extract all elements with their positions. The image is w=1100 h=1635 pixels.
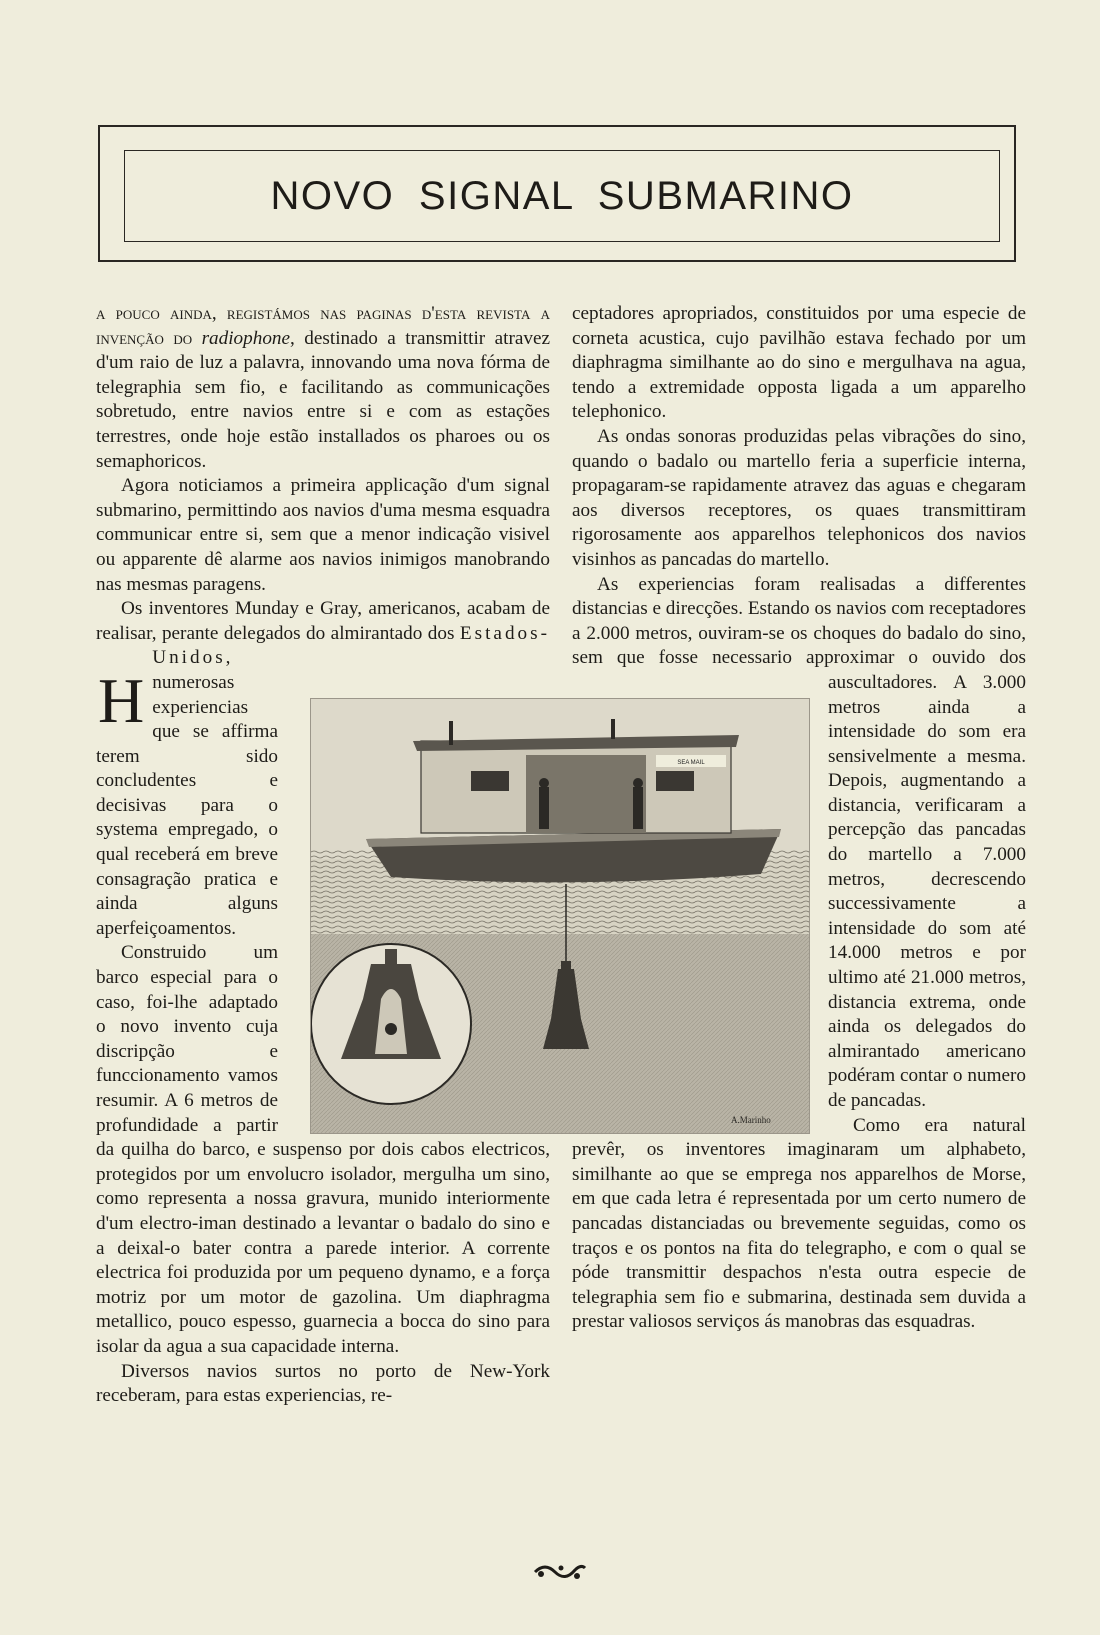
drop-cap: H [98, 665, 145, 736]
engraver-signature: A.Marinho [731, 1115, 771, 1125]
paragraph-4: Construido um barco especial para o caso, foi-lhe adaptado o novo invento cuja discripção e funccionamento vamos resumir. A 6 metros de profundidade a partir da quilha do barco, e suspenso por dois cabos electricos, protegidos por um envolucro isolador, mergulha um sino, como representa a nossa gravura, munido interiormente d'um electro-iman destinado a levantar o badalo do sino e a deixal-o bater contra a parede interior. A corrente electrica foi produzida por um pequeno dynamo, e a força motriz por um motor de gazolina. Um diaphragma metallico, pouco espesso, guarnecia a bocca do sino para isolar da agua a sua capacidade interna. [96, 942, 550, 1357]
paragraph-6: As ondas sonoras produzidas pelas vibrações do sino, quando o badalo ou martello feria a superficie interna, propagaram-se rapidamente atravez das aguas e chegaram aos diversos receptores, os quaes transmittiram rigorosamente aos apparelhos telephonicos dos navios visinhos as pancadas do martello. [572, 425, 1026, 570]
cabin-window [471, 771, 509, 791]
text-column-right [572, 302, 1026, 1335]
paragraph-8: Como era natural prevêr, os inventores imaginaram um alphabeto, similhante ao que se emprega nos apparelhos de Morse, em que cada letra é representada por um certo numero de pancadas distanciadas ou brevemente seguidas, como os traços e os pontos na fita do telegrapho, e com o qual se póde transmittir despachos n'esta outra especie de telegraphia sem fio e submarina, destinada sem duvida a prestar valiosos serviços ás manobras das esquadras. [572, 1114, 1026, 1333]
paragraph-1: H a pouco ainda, registámos nas paginas d'esta revista a invenção do radiophone, destinado a transmittir atravez d'um raio de luz a palavra, innovando uma nova fórma de telegraphia sem fio, e facilitando as communicações sobretudo, entre navios entre si e com as estações terrestres, onde hoje estão installados os pharoes ou os semaphoricos. [96, 303, 550, 736]
paragraph-7: As experiencias foram realisadas a differentes distancias e direcções. Estando os navios com receptadores a 2.000 metros, ouviram-se os choques do badalo do sino, sem que fosse necessario approximar o ouvido dos auscultadores. A 3.000 metros ainda a intensidade do som era sensivelmente a mesma. Depois, augmentando a distancia, verificaram a percepção das pancadas do martello a 7.000 metros, decrescendo successivamente a intensidade do som até 14.000 metros e por ultimo até 21.000 metros, distancia extrema, onde ainda os delegados do almirantado americano podéram contar o numero de pancadas. [572, 573, 1026, 1111]
paragraph-5-continued: ceptadores apropriados, constituidos por uma especie de corneta acustica, cujo pavilhão estava fechado por um diaphragma similhante ao do sino e mergulhava na agua, tendo a extremidade opposta ligada a um apparelho telephonico. [572, 303, 1026, 423]
radiophone-term: radiophone [201, 327, 291, 349]
paragraph-5: Diversos navios surtos no porto de New-York receberam, para estas experiencias, re- [96, 1360, 550, 1407]
paragraph-3: Os inventores Munday e Gray, americanos, acabam de realisar, perante delegados do almirantado dos Estados-Unidos, numerosas experiencias que se affirma terem sido concludentes e decisivas para o systema empregado, o qual receberá em breve consagração pratica e ainda alguns aperfeiçoamentos. [96, 598, 550, 939]
man-figure [539, 787, 549, 829]
floral-ornament-icon [531, 1558, 587, 1584]
cabin-sign: SEA MAIL [677, 760, 705, 766]
paragraph-2: Agora noticiamos a primeira applicação d'um signal submarino, permittindo aos navios d'uma mesma esquadra communicar entre si, sem que a menor indicação visivel ou apparente dê alarme aos navios inimigos manobrando nas mesmas paragens. [96, 475, 550, 595]
article-title: NOVO SIGNAL SUBMARINO [270, 173, 854, 218]
